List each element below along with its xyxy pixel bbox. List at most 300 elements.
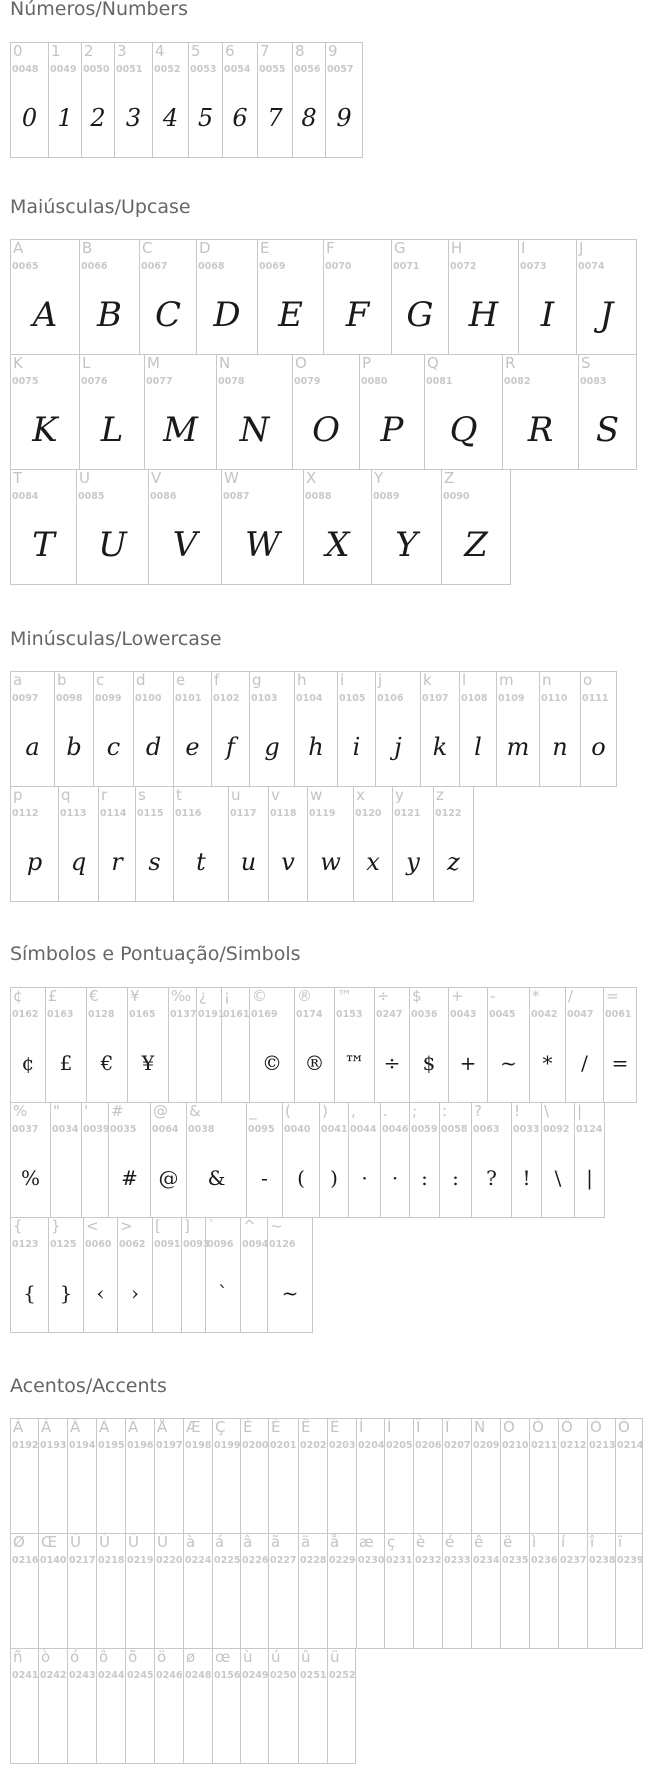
glyph-code: 0236 [531,1555,558,1566]
glyph-label: D [199,239,211,257]
glyph-cell [441,469,511,585]
glyph-preview: ¥ [141,1051,155,1075]
glyph-preview [501,1464,529,1524]
glyph-preview: P [380,410,404,450]
glyph-code: 0207 [444,1440,471,1451]
glyph-code: 0193 [40,1440,67,1451]
glyph-cell [348,1102,380,1218]
glyph-label: H [451,239,463,257]
glyph-preview [222,1033,249,1093]
glyph-cell [323,239,391,355]
glyph-preview: | [586,1166,593,1190]
glyph-label: ÷ [377,987,390,1005]
glyph-cell [380,1102,409,1218]
glyph-cell [413,1418,442,1534]
section-title-symbols: Símbolos e Pontuação/Simbols [10,943,301,965]
glyph-label: Î [416,1418,421,1436]
glyph-preview [213,1579,240,1639]
glyph-label: v [271,786,280,804]
glyph-code: 0094 [242,1239,269,1250]
glyph-preview [269,1464,298,1524]
glyph-code: 0100 [135,693,162,704]
glyph-label: Ö [618,1418,630,1436]
glyph-cell [565,987,603,1103]
glyph-cell [48,1217,83,1333]
glyph-code: 0162 [12,1009,39,1020]
glyph-cell [114,42,152,158]
glyph-label: r [101,786,108,804]
glyph-preview: : [452,1166,459,1190]
glyph-code: 0237 [560,1555,587,1566]
glyph-code: 0137 [170,1009,197,1020]
glyph-code: 0042 [531,1009,558,1020]
glyph-label: X [306,469,317,487]
glyph-code: 0073 [520,261,547,272]
glyph-cell [10,987,45,1103]
glyph-label: z [436,786,444,804]
glyph-label: S [581,354,591,372]
glyph-label: æ [359,1533,374,1551]
glyph-code: 0087 [223,491,250,502]
glyph-code: 0044 [350,1124,377,1135]
glyph-code: 0248 [185,1670,212,1681]
glyph-code: 0043 [450,1009,477,1020]
glyph-code: 0049 [50,64,77,75]
glyph-cell [81,1102,108,1218]
glyph-code: 0040 [284,1124,311,1135]
glyph-cell [240,1533,268,1649]
glyph-preview [126,1579,154,1639]
glyph-label: ô [99,1648,109,1666]
glyph-code: 0194 [69,1440,96,1451]
glyph-cell [529,1418,558,1534]
glyph-preview [443,1464,471,1524]
glyph-label: , [351,1102,356,1120]
glyph-cell [181,1217,210,1333]
glyph-cell [433,786,474,902]
glyph-cell [439,1102,471,1218]
glyph-label: i [340,671,345,689]
glyph-cell [93,671,133,787]
glyph-label: y [395,786,404,804]
glyph-label: | [577,1102,583,1120]
glyph-cell [211,671,249,787]
glyph-preview: 5 [197,104,214,132]
glyph-label: M [147,354,160,372]
glyph-code: 0229 [329,1555,356,1566]
glyph-cell [268,1648,298,1764]
glyph-cell [448,239,518,355]
glyph-preview: 0 [21,104,38,132]
glyph-code: 0227 [270,1555,297,1566]
glyph-label: } [51,1217,61,1235]
glyph-label: ® [297,987,312,1005]
glyph-label: T [13,469,23,487]
glyph-label: B [82,239,93,257]
glyph-code: 0238 [589,1555,616,1566]
glyph-code: 0204 [358,1440,385,1451]
glyph-code: 0072 [450,261,477,272]
glyph-preview: 9 [336,104,352,132]
glyph-label: ä [301,1533,311,1551]
glyph-cell [327,1533,356,1649]
glyph-preview: ® [304,1051,325,1075]
glyph-label: t [176,786,182,804]
glyph-cell [240,1418,268,1534]
glyph-cell [391,239,448,355]
glyph-cell [268,1533,298,1649]
glyph-preview: i [352,733,361,761]
glyph-code: 0108 [461,693,488,704]
glyph-code: 0035 [110,1124,137,1135]
glyph-row [10,671,617,787]
glyph-label: P [362,354,372,372]
glyph-preview: 6 [232,104,248,132]
glyph-code: 0076 [81,376,108,387]
glyph-preview: e [185,733,200,761]
glyph-code: 0083 [580,376,607,387]
glyph-cell [148,469,221,585]
glyph-label: [ [155,1217,161,1235]
glyph-code: 0065 [12,261,39,272]
glyph-label: Æ [186,1418,201,1436]
glyph-label: @ [153,1102,168,1120]
glyph-cell [529,987,565,1103]
glyph-label: Ü [157,1533,168,1551]
glyph-preview: c [106,733,121,761]
glyph-code: 0243 [69,1670,96,1681]
glyph-code: 0219 [127,1555,154,1566]
glyph-cell [10,469,76,585]
glyph-cell [67,1648,96,1764]
glyph-cell [292,354,359,470]
glyph-preview [39,1579,67,1639]
glyph-preview [51,1148,81,1208]
glyph-cell [511,1102,541,1218]
glyph-code: 0054 [224,64,251,75]
glyph-preview: Y [395,525,418,565]
glyph-code: 0218 [98,1555,125,1566]
glyph-code: 0198 [185,1440,212,1451]
glyph-code: 0104 [296,693,323,704]
glyph-code: 0211 [531,1440,558,1451]
glyph-code: 0217 [69,1555,96,1566]
glyph-label: Œ [41,1533,58,1551]
glyph-code: 0126 [269,1239,296,1250]
glyph-preview: © [262,1051,282,1075]
glyph-preview: % [20,1166,40,1190]
glyph-code: 0085 [78,491,105,502]
glyph-label: ü [330,1648,340,1666]
glyph-code: 0053 [190,64,217,75]
glyph-preview: - [261,1166,268,1190]
glyph-preview [82,1148,108,1208]
glyph-label: ` [208,1217,216,1235]
glyph-label: O [295,354,307,372]
glyph-cell [246,1102,282,1218]
glyph-preview [530,1464,558,1524]
glyph-label: o [583,671,593,689]
glyph-code: 0071 [393,261,420,272]
glyph-label: 8 [295,42,305,60]
glyph-cell [50,1102,81,1218]
glyph-cell [500,1418,529,1534]
glyph-preview: · [361,1166,368,1190]
glyph-cell [327,1418,356,1534]
glyph-preview: W [245,525,280,565]
glyph-preview [182,1263,205,1323]
glyph-preview [213,1694,240,1754]
glyph-label: : [442,1102,448,1120]
glyph-cell [282,1102,319,1218]
glyph-preview [328,1579,356,1639]
glyph-label: ( [285,1102,291,1120]
glyph-code: 0109 [498,693,525,704]
glyph-code: 0093 [183,1239,210,1250]
glyph-preview [68,1464,96,1524]
glyph-cell [409,1102,439,1218]
glyph-cell [154,1648,183,1764]
glyph-preview [126,1694,154,1754]
glyph-cell [327,1648,356,1764]
glyph-preview: p [26,848,43,876]
glyph-label: - [490,987,496,1005]
glyph-code: 0235 [502,1555,529,1566]
glyph-label: Û [128,1533,139,1551]
glyph-preview [197,1033,221,1093]
glyph-code: 0034 [52,1124,79,1135]
glyph-cell [125,1648,154,1764]
lowercase-grid [10,671,617,902]
glyph-preview: ¢ [21,1051,35,1075]
glyph-code: 0116 [175,808,202,819]
glyph-code: 0125 [50,1239,77,1250]
glyph-preview: a [25,733,40,761]
glyph-preview [11,1464,38,1524]
glyph-cell [319,1102,348,1218]
glyph-preview: $ [422,1051,436,1075]
glyph-cell [139,239,196,355]
glyph-label: k [423,671,432,689]
glyph-preview: 3 [125,104,142,132]
glyph-cell [212,1418,240,1534]
glyph-label: _ [249,1102,257,1120]
glyph-code: 0106 [377,693,404,704]
glyph-code: 0080 [361,376,388,387]
glyph-cell [448,987,487,1103]
glyph-preview [414,1464,442,1524]
glyph-cell [529,1533,558,1649]
glyph-cell [356,1533,384,1649]
glyph-cell [471,1102,511,1218]
glyph-cell [413,1533,442,1649]
glyph-code: 0057 [327,64,354,75]
glyph-cell [442,1418,471,1534]
glyph-cell [135,786,173,902]
glyph-label: À [13,1418,24,1436]
glyph-code: 0047 [567,1009,594,1020]
glyph-preview [588,1579,615,1639]
glyph-code: 0201 [270,1440,297,1451]
glyph-code: 0086 [150,491,177,502]
glyph-cell [442,1533,471,1649]
glyph-cell [471,1533,500,1649]
glyph-code: 0090 [443,491,470,502]
glyph-preview [472,1579,500,1639]
glyph-cell [371,469,441,585]
glyph-cell [67,1418,96,1534]
glyph-label: Ø [13,1533,25,1551]
glyph-cell [79,239,139,355]
glyph-label: ö [157,1648,167,1666]
glyph-cell [471,1418,500,1534]
glyph-code: 0117 [230,808,257,819]
glyph-label: Ú [99,1533,110,1551]
glyph-preview: s [148,848,161,876]
glyph-cell [496,671,539,787]
symbols-grid [10,987,637,1333]
glyph-cell [133,671,173,787]
glyph-label: 9 [328,42,338,60]
glyph-label: & [189,1102,201,1120]
glyph-preview: l [474,733,482,761]
glyph-label: 2 [84,42,94,60]
glyph-label: ? [474,1102,482,1120]
glyph-preview: 2 [90,104,106,132]
glyph-preview: d [145,733,162,761]
glyph-label: Ë [330,1418,340,1436]
glyph-cell [298,1533,327,1649]
glyph-preview: h [308,733,324,761]
glyph-preview [588,1464,615,1524]
glyph-preview: f [226,733,235,761]
glyph-code: 0244 [98,1670,125,1681]
glyph-label: p [13,786,23,804]
glyph-cell [615,1533,643,1649]
glyph-label: ¢ [13,987,23,1005]
glyph-preview [241,1579,268,1639]
glyph-preview: ™ [344,1051,365,1075]
glyph-cell [578,354,637,470]
glyph-preview: A [32,295,58,335]
glyph-cell [424,354,502,470]
glyph-cell [257,239,323,355]
glyph-code: 0196 [127,1440,154,1451]
glyph-code: 0241 [12,1670,39,1681]
glyph-preview: D [213,295,241,335]
glyph-code: 0220 [156,1555,183,1566]
glyph-code: 0169 [251,1009,278,1020]
glyph-label: ¥ [130,987,140,1005]
glyph-preview: q [70,848,87,876]
glyph-preview: K [32,410,58,450]
glyph-preview [68,1694,96,1754]
glyph-label: G [394,239,406,257]
glyph-label: > [120,1217,133,1235]
glyph-label: ï [618,1533,623,1551]
glyph-label: Í [387,1418,392,1436]
glyph-label: ! [514,1102,521,1120]
glyph-cell [541,1102,574,1218]
glyph-cell [10,354,79,470]
glyph-label: K [13,354,23,372]
glyph-code: 0216 [12,1555,39,1566]
glyph-code: 0203 [329,1440,356,1451]
glyph-cell [240,1648,268,1764]
glyph-cell [212,1533,240,1649]
glyph-preview: v [281,848,295,876]
glyph-code: 0195 [98,1440,125,1451]
glyph-label: Q [427,354,439,372]
glyph-label: ; [412,1102,418,1120]
glyph-preview [241,1694,268,1754]
glyph-code: 0214 [617,1440,644,1451]
glyph-code: 0115 [137,808,164,819]
glyph-code: 0101 [175,693,202,704]
glyph-code: 0062 [119,1239,146,1250]
glyph-cell [298,1418,327,1534]
glyph-cell [249,987,294,1103]
glyph-code: 0096 [207,1239,234,1250]
glyph-preview [11,1579,38,1639]
glyph-cell [337,671,375,787]
glyph-label: ú [271,1648,281,1666]
glyph-preview [97,1464,125,1524]
glyph-code: 0119 [309,808,336,819]
glyph-label: ^ [243,1217,256,1235]
glyph-row [10,1102,637,1218]
glyph-label: ' [84,1102,89,1120]
glyph-cell [384,1418,413,1534]
glyph-code: 0124 [576,1124,603,1135]
glyph-cell [10,1217,48,1333]
glyph-preview [530,1579,558,1639]
glyph-preview: 1 [57,104,73,132]
glyph-code: 0038 [188,1124,215,1135]
glyph-label: F [326,239,335,257]
glyph-code: 0225 [214,1555,241,1566]
glyph-label: . [383,1102,388,1120]
glyph-code: 0103 [251,693,278,704]
glyph-preview [616,1579,642,1639]
glyph-cell [183,1418,212,1534]
glyph-label: ø [186,1648,196,1666]
glyph-cell [249,671,294,787]
glyph-cell [558,1418,587,1534]
glyph-preview: ! [522,1166,531,1190]
glyph-label: f [214,671,220,689]
glyph-cell [392,786,433,902]
glyph-preview: & [207,1166,226,1190]
glyph-label: ™ [337,987,352,1005]
glyph-label: a [13,671,23,689]
glyph-preview: b [66,733,82,761]
glyph-preview: Q [449,410,478,450]
glyph-code: 0121 [394,808,421,819]
section-title-upcase: Maiúsculas/Upcase [10,196,191,218]
glyph-code: 0091 [154,1239,181,1250]
glyph-preview [184,1694,212,1754]
glyph-cell [154,1533,183,1649]
glyph-cell [38,1418,67,1534]
glyph-label: C [142,239,153,257]
glyph-cell [83,1217,117,1333]
glyph-code: 0059 [411,1124,438,1135]
glyph-preview [97,1579,125,1639]
glyph-cell [334,987,374,1103]
glyph-preview: Z [464,525,488,565]
glyph-label: s [138,786,146,804]
